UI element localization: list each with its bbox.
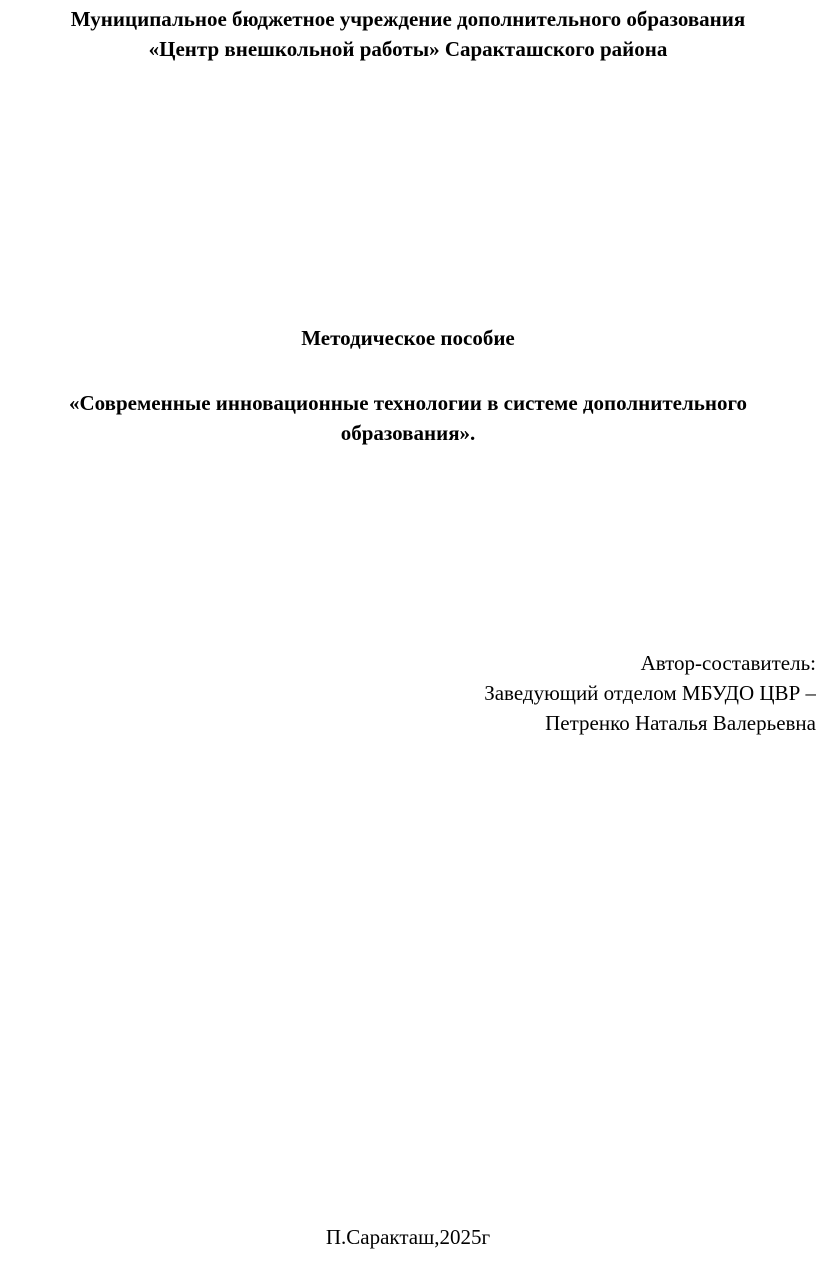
- place-and-year: П.Саракташ,2025г: [325, 1225, 491, 1249]
- author-label: Автор-составитель:: [640, 651, 816, 675]
- document-title-line-1: «Современные инновационные технологии в системе дополнительного: [69, 391, 747, 415]
- institution-name-line-1: Муниципальное бюджетное учреждение дополнительного образования: [70, 7, 746, 31]
- document-type: Методическое пособие: [301, 326, 515, 350]
- institution-header: [0, 4, 816, 64]
- author-block: [0, 648, 816, 738]
- author-position: Заведующий отделом МБУДО ЦВР –: [484, 681, 816, 705]
- author-name: Петренко Наталья Валерьевна: [545, 711, 816, 735]
- document-title: [0, 388, 816, 448]
- institution-name-line-2: «Центр внешкольной работы» Саракташского района: [148, 37, 668, 61]
- document-title-line-2: образования».: [340, 421, 476, 445]
